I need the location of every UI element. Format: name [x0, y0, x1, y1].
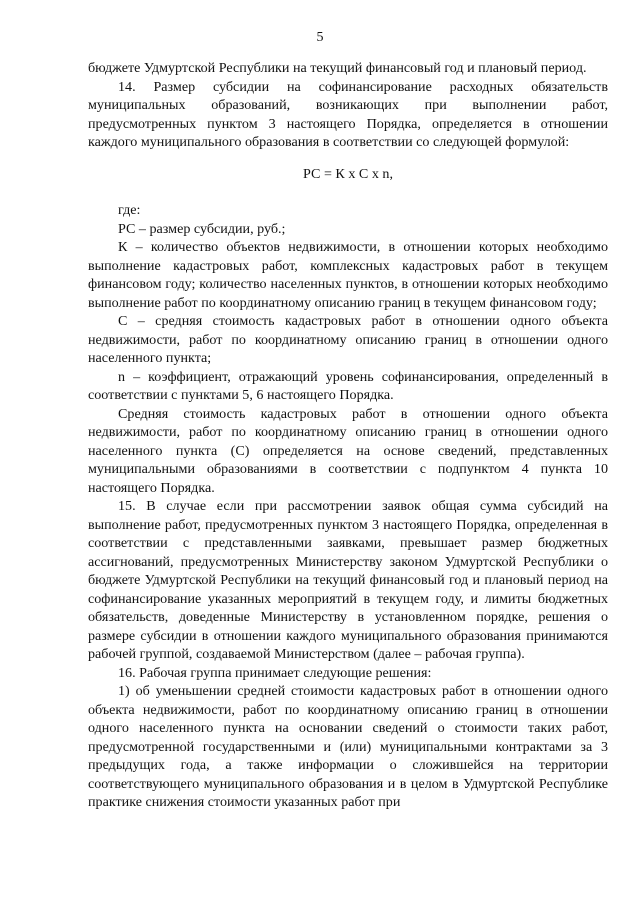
paragraph-14: 14. Размер субсидии на софинансирование расходных обязательств муниципальных образований, возникающих при выполнении работ, предусмотренных пунктом 3 настоящего Порядка, определяется в отношении каждого муниципального образования в соответствии со следующей формулой: — [88, 78, 608, 150]
definition-c: С – средняя стоимость кадастровых работ в отношении одного объекта недвижимости, работ по координатному описанию границ в отношении одного населенного пункта; — [88, 313, 608, 366]
definition-k: К – количество объектов недвижимости, в отношении которых необходимо выполнение кадастровых работ, комплексных кадастровых работ в текущем финансовом году; количество населенных пунктов, в отношении которых необходимо выполнение работ по координатному описанию границ в текущем финансовом году; — [88, 239, 608, 311]
paragraph-average-cost: Средняя стоимость кадастровых работ в отношении одного объекта недвижимости, работ по координатному описанию границ в отношении одного населенного пункта (С) определяется на основе сведений, представленных муниципальными образованиями в соответствии с подпунктом 4 пункта 10 настоящего Порядка. — [88, 405, 608, 496]
paragraph-16-item-1: 1) об уменьшении средней стоимости кадастровых работ в отношении одного объекта недвижимости, работ по координатному описанию границ в отношении одного населенного пункта на основании сведений о стоимости таких работ, предусмотренной государственными и (или) муниципальными контрактами за 3 предыдущих года, а также информации о сложившейся на территории соответствующего муниципального образования и в целом в Удмуртской Республике практике снижения стоимости указанных работ при — [88, 683, 608, 810]
document-body — [88, 59, 608, 812]
definition-rs: РС – размер субсидии, руб.; — [118, 220, 286, 237]
paragraph-continuation: бюджете Удмуртской Республики на текущий финансовый год и плановый период. — [88, 60, 587, 76]
definition-n: n – коэффициент, отражающий уровень софинансирования, определенный в соответствии с пунктами 5, 6 настоящего Порядка. — [88, 368, 608, 403]
page-number: 5 — [316, 30, 324, 45]
formula: РС = К х С х n, — [303, 165, 393, 182]
paragraph-16: 16. Рабочая группа принимает следующие решения: — [118, 664, 432, 681]
paragraph-15: 15. В случае если при рассмотрении заявок общая сумма субсидий на выполнение работ, предусмотренных пунктом 3 настоящего Порядка, определенная в соответствии с представленными заявками, превышает размер бюджетных ассигнований, предусмотренных Министерству законом Удмуртской Республики о бюджете Удмуртской Республики на текущий финансовый год и плановый период на софинансирование указанных мероприятий в текущем году, и лимиты бюджетных обязательств, доведенные Министерству в установленном порядке, решения о размере субсидии в отношении каждого муниципального образования принимаются рабочей группой, создаваемой Министерством (далее – рабочая группа). — [88, 498, 608, 662]
formula-where-label: где: — [118, 202, 141, 218]
